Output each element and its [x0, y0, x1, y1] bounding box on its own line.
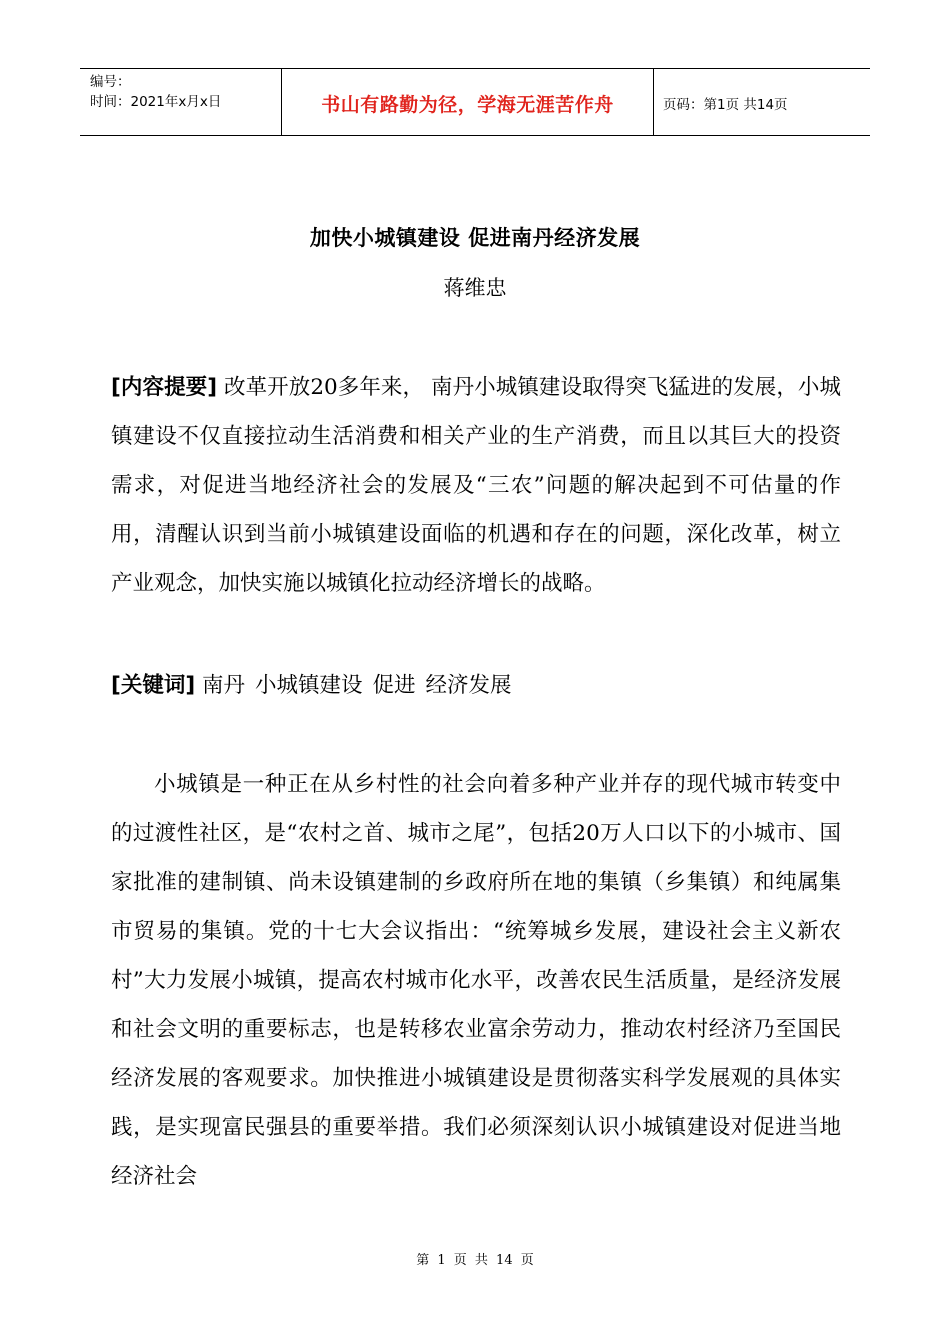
document-author: 蒋维忠 [443, 276, 507, 300]
header-meta [80, 69, 281, 135]
keyword-item: 小城镇建设 [255, 673, 363, 698]
abstract-text: 改革开放20多年来， 南丹小城镇建设取得突飞猛进的发展，小城镇建设不仅直接拉动生活消费和相关产业的生产消费，而且以其巨大的投资需求，对促进当地经济社会的发展及“三农”问题的解决起到不可估量的作用，清醒认识到当前小城镇建设面临的机遇和存在的问题，深化改革，树立产业观念，加快实施以城镇化拉动经济增长的战略。 [111, 375, 841, 596]
keyword-item: 促进 [372, 673, 416, 698]
keyword-item: 南丹 [202, 673, 246, 698]
abstract-label: [内容提要] [111, 375, 218, 400]
document-time-label: 时间：2021年x月x日 [90, 94, 222, 110]
page-header [80, 68, 870, 136]
header-motto: 书山有路勤为径，学海无涯苦作舟 [281, 69, 654, 135]
page-footer: 第 1 页 共 14 页 [416, 1253, 534, 1268]
body-paragraph: 小城镇是一种正在从乡村性的社会向着多种产业并存的现代城市转变中的过渡性社区，是“农村之首、城市之尾”，包括20万人口以下的小城市、国家批准的建制镇、尚未设镇建制的乡政府所在地的集镇（乡集镇）和纯属集市贸易的集镇。党的十七大会议指出：“统筹城乡发展，建设社会主义新农村”大力发展小城镇，提高农村城市化水平，改善农民生活质量，是经济发展和社会文明的重要标志，也是转移农业富余劳动力，推动农村经济乃至国民经济发展的客观要求。加快推进小城镇建设是贯彻落实科学发展观的具体实践，是实现富民强县的重要举措。我们必须深刻认识小城镇建设对促进当地经济社会 [111, 772, 841, 1189]
keyword-item: 经济发展 [425, 673, 512, 698]
keywords-label: [关键词] [111, 673, 196, 698]
document-number-label: 编号： [90, 74, 131, 90]
header-page-info: 页码：第1页 共14页 [663, 97, 788, 113]
keywords-line [111, 661, 841, 710]
abstract-paragraph [111, 363, 841, 608]
document-title: 加快小城镇建设 促进南丹经济发展 [309, 226, 641, 250]
